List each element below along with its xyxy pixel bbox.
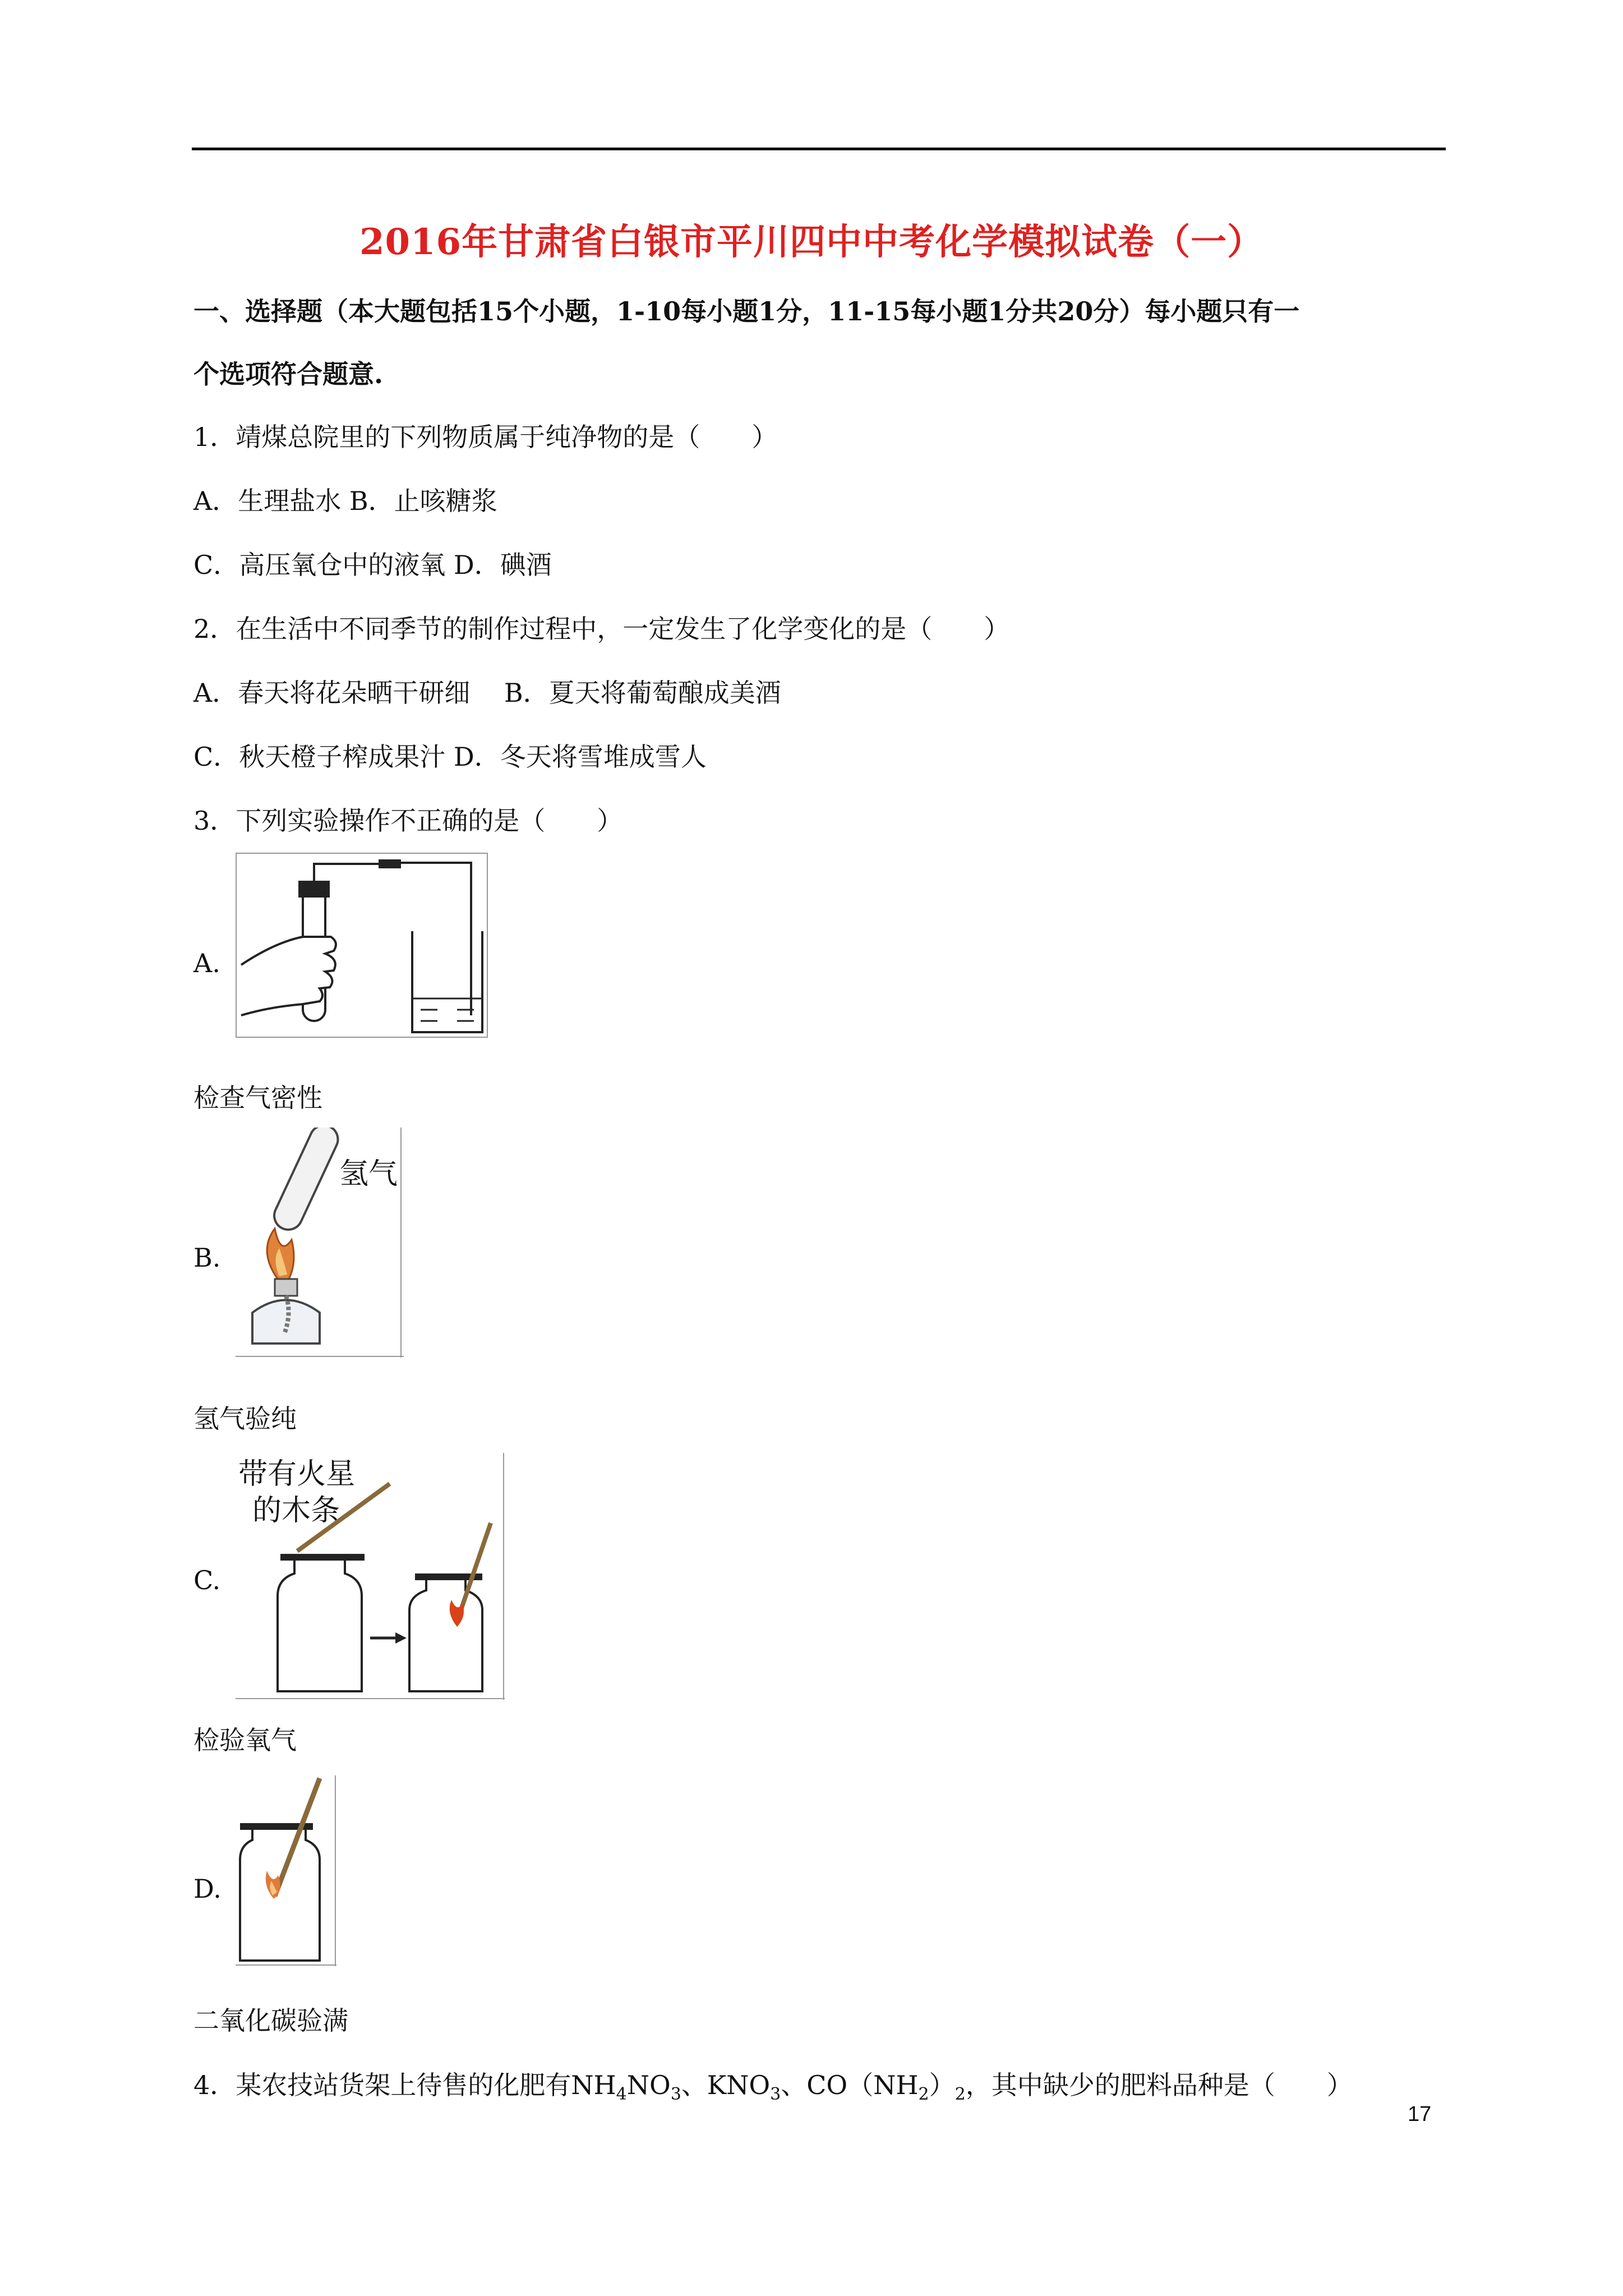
page-title: 2016年甘肃省白银市平川四中中考化学模拟试卷（一） [359, 221, 1264, 263]
section-heading-line2: 个选项符合题意. [193, 359, 384, 389]
page-number: 17 [1408, 2102, 1432, 2126]
q4-subscript: 2 [955, 2085, 966, 2104]
q3-stem: 3．下列实验操作不正确的是（ ） [193, 806, 623, 836]
q4-stem-text: ） [929, 2070, 955, 2100]
hydrogen-label: 氢气 [339, 1157, 398, 1191]
q4-stem-text: NO [626, 2070, 671, 2100]
q3-option-c-caption: 检验氧气 [193, 1725, 297, 1755]
q3-option-d-letter: D. [193, 1874, 222, 1904]
q4-stem-text: 、CO（NH [781, 2070, 919, 2100]
q1-options-line1: A．生理盐水 B．止咳糖浆 [193, 486, 497, 516]
q4-stem-text: ，其中缺少的肥料品种是（ ） [965, 2070, 1353, 2100]
q3-option-b-caption: 氢气验纯 [193, 1404, 297, 1434]
q4-stem-text: 4．某农技站货架上待售的化肥有NH [193, 2070, 616, 2100]
q3-option-c-letter: C. [193, 1565, 221, 1595]
q3-option-a-caption: 检查气密性 [193, 1083, 322, 1113]
oxygen-test-figure [236, 1453, 505, 1700]
co2-full-check-figure [236, 1775, 336, 1966]
q4-subscript: 2 [918, 2085, 929, 2104]
airtightness-check-figure [236, 853, 488, 1038]
hydrogen-purity-figure [236, 1128, 404, 1358]
q3-option-b-letter: B. [193, 1243, 221, 1273]
q1-stem: 1．靖煤总院里的下列物质属于纯净物的是（ ） [193, 422, 778, 452]
section-heading-line1: 一、选择题（本大题包括15个小题，1-10每小题1分，11-15每小题1分共20分）每小题只有一 [193, 296, 1300, 326]
q2-options-line2: C．秋天橙子榨成果汁 D．冬天将雪堆成雪人 [193, 742, 707, 772]
q4-stem [193, 2070, 1353, 2105]
q3-option-a-letter: A. [193, 948, 220, 978]
q2-options-line1: A．春天将花朵晒干研细 B．夏天将葡萄酿成美酒 [193, 678, 781, 708]
header-rule [192, 148, 1446, 150]
q4-subscript: 3 [670, 2085, 681, 2104]
glowing-splint-label-line2: 的木条 [252, 1494, 340, 1527]
q3-option-d-caption: 二氧化碳验满 [193, 2005, 348, 2036]
glowing-splint-label-line1: 带有火星 [238, 1457, 356, 1491]
q4-subscript: 4 [616, 2085, 627, 2104]
q2-stem: 2．在生活中不同季节的制作过程中，一定发生了化学变化的是（ ） [193, 614, 1010, 644]
q1-options-line2: C．高压氧仓中的液氧 D．碘酒 [193, 550, 552, 580]
q4-stem-text: 、KNO [681, 2070, 771, 2100]
q4-subscript: 3 [770, 2085, 781, 2104]
